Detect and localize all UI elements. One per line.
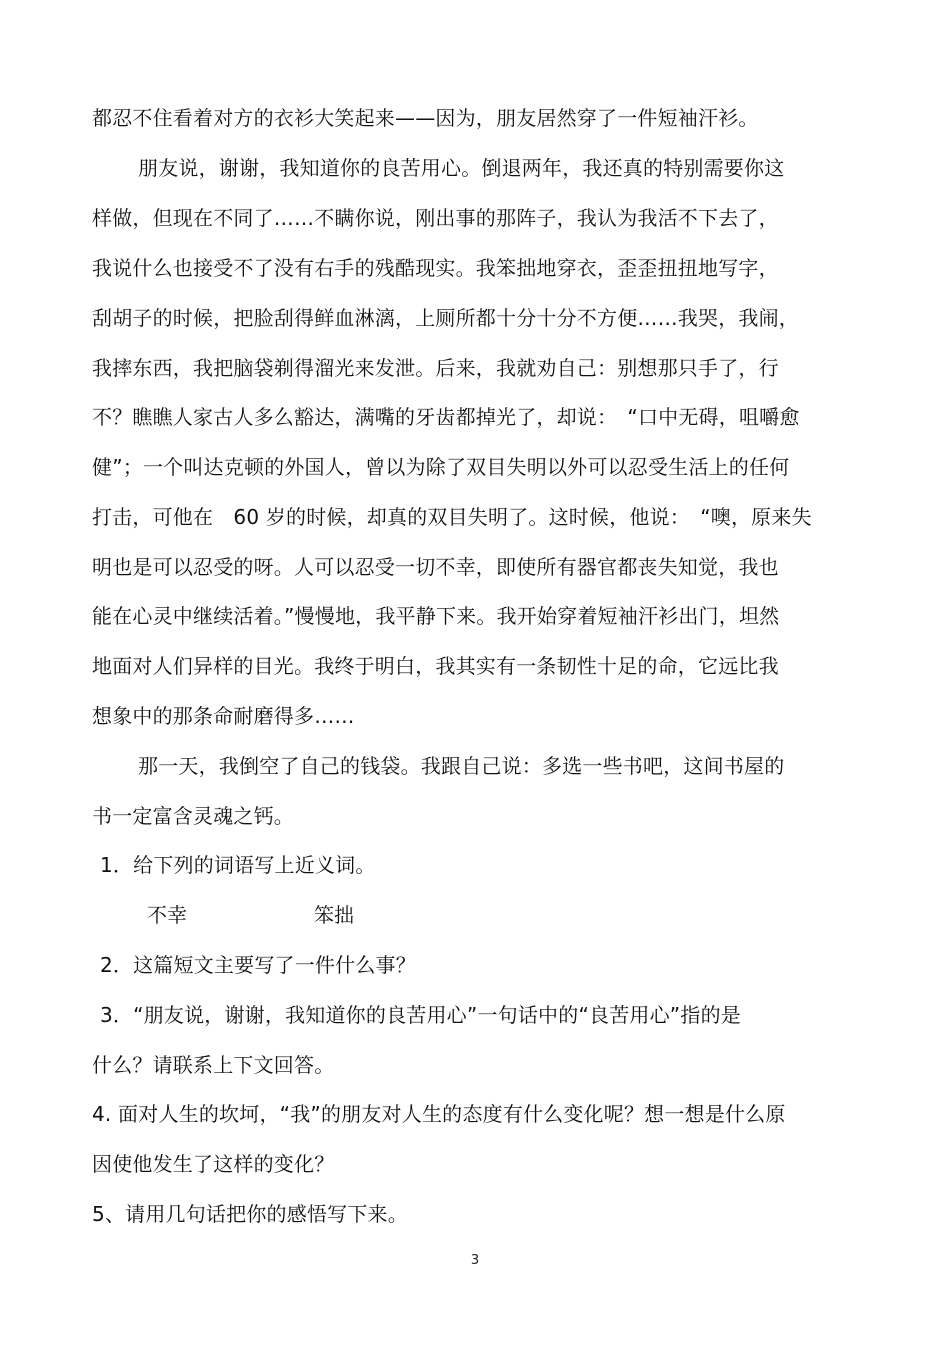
paragraph-line: 想象中的那条命耐磨得多……: [92, 704, 355, 728]
paragraph-line: 那一天，我倒空了自己的钱袋。我跟自己说：多选一些书吧，这间书屋的: [138, 754, 785, 778]
paragraph-line: 刮胡子的时候，把脸刮得鲜血淋漓，上厕所都十分十分不方便……我哭，我闹，: [92, 306, 799, 330]
paragraph-line: 地面对人们异样的目光。我终于明白，我其实有一条韧性十足的命，它远比我: [92, 654, 779, 678]
paragraph-line: 打击，可他在 60 岁的时候，却真的双目失明了。这时候，他说： “噢，原来失: [92, 505, 812, 529]
question-4-continued: 因使他发生了这样的变化？: [92, 1152, 335, 1176]
question-3-continued: 什么？请联系上下文回答。: [92, 1053, 335, 1077]
paragraph-line: 我说什么也接受不了没有右手的残酷现实。我笨拙地穿衣，歪歪扭扭地写字，: [92, 256, 779, 280]
paragraph-line: 能在心灵中继续活着。”慢慢地，我平静下来。我开始穿着短袖汗衫出门，坦然: [92, 604, 780, 628]
word-a: 不幸: [147, 903, 187, 927]
question-2: 2．这篇短文主要写了一件什么事？: [100, 953, 416, 977]
paragraph-line: 我摔东西，我把脑袋剃得溜光来发泄。后来，我就劝自己：别想那只手了，行: [92, 356, 779, 380]
paragraph-line: 健”；一个叫达克顿的外国人，曾以为除了双目失明以外可以忍受生活上的任何: [92, 455, 790, 479]
question-4: 4. 面对人生的坎坷，“我”的朋友对人生的态度有什么变化呢？想一想是什么原: [92, 1102, 786, 1126]
question-3: 3．“朋友说，谢谢，我知道你的良苦用心”一句话中的“良苦用心”指的是: [100, 1003, 741, 1027]
page-number: 3: [470, 1253, 480, 1268]
paragraph-line: 书一定富含灵魂之钙。: [92, 804, 294, 828]
paragraph-line: 朋友说，谢谢，我知道你的良苦用心。倒退两年，我还真的特别需要你这: [138, 156, 785, 180]
question-1: 1．给下列的词语写上近义词。: [100, 853, 376, 877]
paragraph-line: 样做，但现在不同了……不瞒你说，刚出事的那阵子，我认为我活不下去了，: [92, 206, 779, 230]
word-b: 笨拙: [314, 903, 354, 927]
question-5: 5、请用几句话把你的感悟写下来。: [92, 1202, 408, 1226]
paragraph-line: 明也是可以忍受的呀。人可以忍受一切不幸，即使所有器官都丧失知觉，我也: [92, 555, 779, 579]
paragraph-line: 不？瞧瞧人家古人多么豁达，满嘴的牙齿都掉光了，却说： “口中无碍，咀嚼愈: [92, 405, 800, 429]
question-1-words: [0, 903, 950, 927]
paragraph-line: 都忍不住看着对方的衣衫大笑起来——因为，朋友居然穿了一件短袖汗衫。: [92, 106, 759, 130]
